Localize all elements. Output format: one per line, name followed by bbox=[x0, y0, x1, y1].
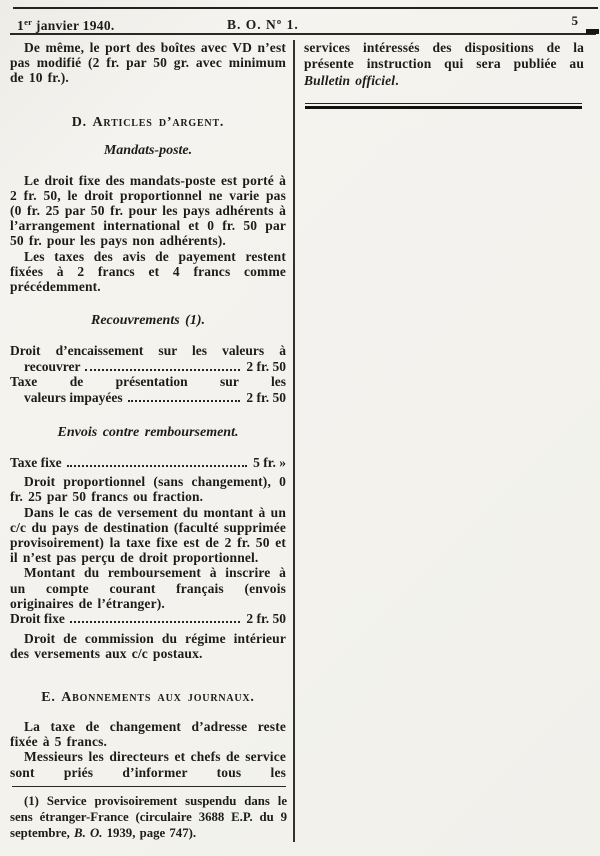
tariff-label: recouvrer bbox=[24, 358, 81, 374]
text-run: La taxe de changement d’adresse reste fixée à 5 francs. bbox=[10, 719, 286, 750]
paragraph bbox=[10, 631, 286, 661]
tariff-value: 5 fr. » bbox=[253, 454, 286, 470]
right-column bbox=[304, 40, 584, 110]
text-run: Dans le cas de versement du montant à un c/c du pays de destination (faculté supprimée provisoirement) la taxe fixe est de 2 fr. 50 et il n’est pas perçu de droit proportionnel. bbox=[10, 504, 286, 566]
footnote-text bbox=[10, 794, 287, 841]
tariff-pre-line: Taxe de présentation sur les bbox=[10, 374, 286, 390]
text-run: . bbox=[395, 72, 399, 88]
text-run: Le droit fixe des mandats-poste est porté à 2 fr. 50, le droit proportionnel ne varie pas (0 fr. 25 par 50 fr. pour les pays adhérents à l’arrangement international et 0 fr. 50 par 50 fr. pour les pays non adhérents). bbox=[10, 172, 286, 249]
header-issue-title: B. O. Nº 1. bbox=[227, 17, 299, 32]
tariff-item bbox=[10, 455, 286, 471]
heavy-divider-rule bbox=[305, 103, 582, 110]
page-header bbox=[0, 13, 600, 35]
tariff-label: Droit fixe bbox=[10, 611, 65, 627]
paragraph bbox=[10, 474, 286, 504]
top-rule bbox=[13, 7, 598, 9]
text-run: (1) Service provisoirement suspendu dans le sens étranger-France (circulaire 3688 E.P. du 9 septembre, bbox=[10, 794, 287, 840]
text-run: services intéressés des dispositions de la présente instruction qui sera publiée au bbox=[304, 40, 584, 72]
section-heading: D. Articles d’argent. bbox=[71, 114, 225, 130]
section-heading: E. Abonnements aux journaux. bbox=[41, 690, 255, 706]
paragraph bbox=[10, 749, 286, 779]
column-divider-rule bbox=[293, 40, 295, 842]
paragraph bbox=[10, 173, 286, 249]
text-run: Droit proportionnel (sans changement), 0 fr. 25 par 50 francs ou fraction. bbox=[10, 474, 286, 505]
tariff-row bbox=[10, 359, 286, 375]
header-rule-ink-tip bbox=[586, 29, 599, 34]
tariff-value: 2 fr. 50 bbox=[246, 358, 286, 374]
text-run: 1 bbox=[17, 18, 25, 33]
footnote-rule bbox=[12, 786, 286, 787]
subsection-heading: Mandats-poste. bbox=[103, 142, 193, 158]
dot-leader bbox=[67, 465, 248, 467]
paragraph bbox=[10, 40, 286, 86]
dot-leader bbox=[70, 621, 241, 623]
footnote bbox=[10, 786, 287, 841]
text-run: 1939, page 747). bbox=[102, 825, 197, 840]
tariff-row bbox=[10, 455, 286, 471]
paragraph bbox=[10, 249, 286, 295]
tariff-row bbox=[10, 390, 286, 406]
italic-text-run: Bulletin officiel bbox=[304, 72, 396, 88]
tariff-pre-line: Droit d’encaissement sur les valeurs à bbox=[10, 343, 286, 359]
text-run: Les taxes des avis de payement restent fixées à 2 francs et 4 francs comme précédemment. bbox=[10, 248, 286, 295]
superscript-text-run: er bbox=[24, 17, 33, 27]
text-run: janvier 1940. bbox=[32, 18, 115, 33]
tariff-item bbox=[10, 611, 286, 627]
tariff-row bbox=[10, 611, 286, 627]
paragraph bbox=[10, 505, 286, 566]
header-date bbox=[17, 17, 115, 34]
paragraph bbox=[10, 565, 286, 611]
italic-text-run: B. O. bbox=[74, 825, 103, 840]
text-run: Messieurs les directeurs et chefs de service sont priés d’informer tous les bbox=[10, 749, 286, 780]
left-column bbox=[10, 40, 286, 780]
tariff-label: Taxe fixe bbox=[10, 454, 62, 470]
text-run: Droit de commission du régime intérieur des versements aux c/c postaux. bbox=[10, 630, 286, 661]
page-number: 5 bbox=[571, 13, 578, 28]
subsection-heading: Envois contre remboursement. bbox=[57, 424, 239, 440]
text-run: De même, le port des boîtes avec VD n’est pas modifié (2 fr. par 50 gr. avec minimum de 10 fr.). bbox=[10, 40, 286, 86]
tariff-item bbox=[10, 374, 286, 405]
dot-leader bbox=[85, 369, 240, 371]
tariff-value: 2 fr. 50 bbox=[246, 390, 286, 406]
tariff-value: 2 fr. 50 bbox=[246, 611, 286, 627]
text-run: Montant du remboursement à inscrire à un compte courant français (envois originaires de l’étranger). bbox=[10, 565, 286, 611]
tariff-item bbox=[10, 343, 286, 374]
paragraph bbox=[10, 719, 286, 749]
subsection-heading: Recouvrements (1). bbox=[91, 313, 205, 329]
dot-leader bbox=[128, 400, 241, 402]
header-rule bbox=[10, 33, 596, 35]
tariff-label: valeurs impayées bbox=[24, 390, 123, 406]
paragraph bbox=[304, 40, 584, 89]
